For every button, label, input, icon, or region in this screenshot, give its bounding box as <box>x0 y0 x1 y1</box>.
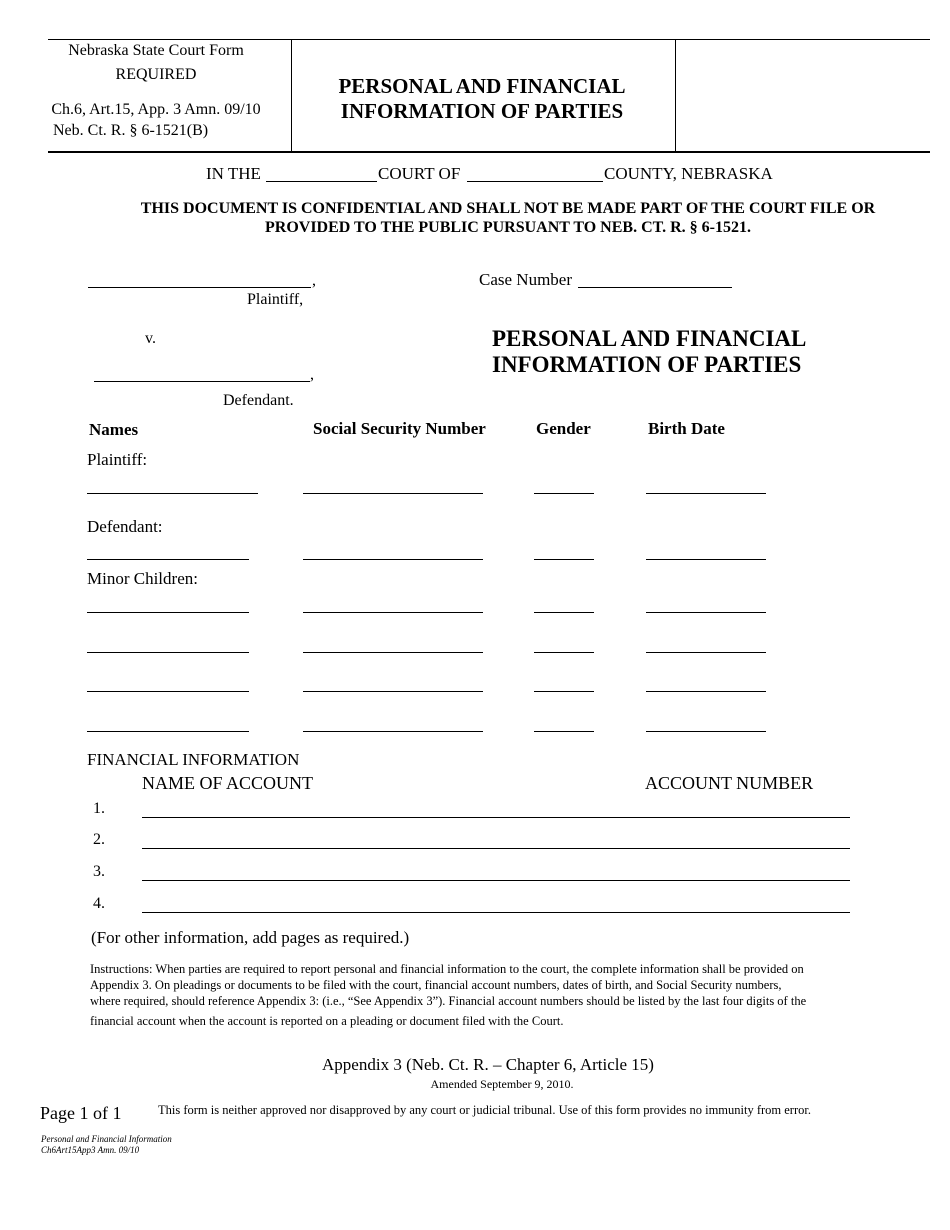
page-number: Page 1 of 1 <box>40 1103 122 1123</box>
child-4-name-field[interactable] <box>87 731 249 732</box>
child-3-ssn-field[interactable] <box>303 691 483 692</box>
instructions-line3: where required, should reference Appendix 3: (i.e., “See Appendix 3”). Financial account numbers should be listed by the last four digits of the <box>90 994 807 1008</box>
child-4-gender-field[interactable] <box>534 731 594 732</box>
account-row-2-field[interactable] <box>142 848 850 849</box>
child-2-ssn-field[interactable] <box>303 652 483 653</box>
name-of-account-label: NAME OF ACCOUNT <box>142 773 314 793</box>
plaintiff-birth-date-field[interactable] <box>646 493 766 494</box>
plaintiff-row-label: Plaintiff: <box>87 450 148 469</box>
county-name-blank[interactable] <box>467 181 603 182</box>
child-2-gender-field[interactable] <box>534 652 594 653</box>
header-top-rule <box>48 39 930 40</box>
caption-title-line1: PERSONAL AND FINANCIAL <box>492 326 807 351</box>
instructions-line1: Instructions: When parties are required to report personal and financial information to the court, the complete information shall be provided on <box>90 962 804 976</box>
account-row-4-number: 4. <box>93 895 105 912</box>
in-the-label: IN THE <box>206 164 261 183</box>
header-title-line2: INFORMATION OF PARTIES <box>340 99 624 123</box>
account-row-3-field[interactable] <box>142 880 850 881</box>
case-number-label: Case Number <box>479 270 573 289</box>
account-row-1-number: 1. <box>93 800 105 817</box>
header-title-line1: PERSONAL AND FINANCIAL <box>338 74 626 98</box>
column-header-ssn: Social Security Number <box>313 419 486 438</box>
plaintiff-comma: , <box>312 272 316 289</box>
child-1-ssn-field[interactable] <box>303 612 483 613</box>
versus-label: v. <box>145 330 156 347</box>
rule-reference-2: Neb. Ct. R. § 6-1521(B) <box>53 122 209 139</box>
account-number-label: ACCOUNT NUMBER <box>645 773 814 793</box>
header-bottom-rule <box>48 151 930 153</box>
header-divider-right <box>675 39 676 152</box>
appendix-reference: Appendix 3 (Neb. Ct. R. – Chapter 6, Article 15) <box>322 1055 654 1074</box>
column-header-gender: Gender <box>536 419 591 438</box>
column-header-names: Names <box>89 420 139 439</box>
county-nebraska-label: COUNTY, NEBRASKA <box>604 164 773 183</box>
confidential-notice-line2: PROVIDED TO THE PUBLIC PURSUANT TO NEB. CT. R. § 6-1521. <box>264 219 751 236</box>
account-row-3-number: 3. <box>93 863 105 880</box>
defendant-comma: , <box>310 366 314 383</box>
account-row-1-field[interactable] <box>142 817 850 818</box>
instructions-line4: financial account when the account is reported on a pleading or document filed with the Court. <box>90 1014 564 1028</box>
caption-title-line2: INFORMATION OF PARTIES <box>492 352 802 377</box>
plaintiff-name-blank[interactable] <box>88 287 311 288</box>
child-1-gender-field[interactable] <box>534 612 594 613</box>
required-label: REQUIRED <box>115 66 197 83</box>
defendant-birth-date-field[interactable] <box>646 559 766 560</box>
account-row-4-field[interactable] <box>142 912 850 913</box>
child-3-gender-field[interactable] <box>534 691 594 692</box>
defendant-label: Defendant. <box>223 392 294 409</box>
financial-heading: FINANCIAL INFORMATION <box>87 750 300 769</box>
minor-children-label: Minor Children: <box>87 569 198 588</box>
instructions-line2: Appendix 3. On pleadings or documents to be filed with the court, financial account numbers, dates of birth, and Social Security numbers, <box>90 978 782 992</box>
column-header-birth-date: Birth Date <box>648 419 725 438</box>
child-3-name-field[interactable] <box>87 691 249 692</box>
court-of-label: COURT OF <box>378 164 461 183</box>
account-row-2-number: 2. <box>93 831 105 848</box>
amended-date: Amended September 9, 2010. <box>430 1077 574 1091</box>
rule-reference-1: Ch.6, Art.15, App. 3 Amn. 09/10 <box>51 101 261 118</box>
plaintiff-gender-field[interactable] <box>534 493 594 494</box>
defendant-gender-field[interactable] <box>534 559 594 560</box>
defendant-name-field[interactable] <box>87 559 249 560</box>
other-information-note: (For other information, add pages as required.) <box>91 928 410 947</box>
child-3-birth-date-field[interactable] <box>646 691 766 692</box>
defendant-name-blank[interactable] <box>94 381 310 382</box>
child-1-birth-date-field[interactable] <box>646 612 766 613</box>
plaintiff-label: Plaintiff, <box>247 291 304 308</box>
case-number-blank[interactable] <box>578 287 732 288</box>
disclaimer: This form is neither approved nor disapproved by any court or judicial tribunal. Use of this form provides no immunity from error. <box>158 1103 811 1117</box>
child-2-birth-date-field[interactable] <box>646 652 766 653</box>
form-label: Nebraska State Court Form <box>68 42 244 59</box>
defendant-row-label: Defendant: <box>87 517 163 536</box>
defendant-ssn-field[interactable] <box>303 559 483 560</box>
footer-form-name: Personal and Financial Information <box>41 1134 172 1144</box>
plaintiff-ssn-field[interactable] <box>303 493 483 494</box>
child-4-ssn-field[interactable] <box>303 731 483 732</box>
plaintiff-name-field[interactable] <box>87 493 258 494</box>
confidential-notice-line1: THIS DOCUMENT IS CONFIDENTIAL AND SHALL NOT BE MADE PART OF THE COURT FILE OR <box>140 200 876 217</box>
footer-form-code: Ch6Art15App3 Amn. 09/10 <box>41 1145 140 1155</box>
child-4-birth-date-field[interactable] <box>646 731 766 732</box>
child-1-name-field[interactable] <box>87 612 249 613</box>
child-2-name-field[interactable] <box>87 652 249 653</box>
court-name-blank[interactable] <box>266 181 377 182</box>
